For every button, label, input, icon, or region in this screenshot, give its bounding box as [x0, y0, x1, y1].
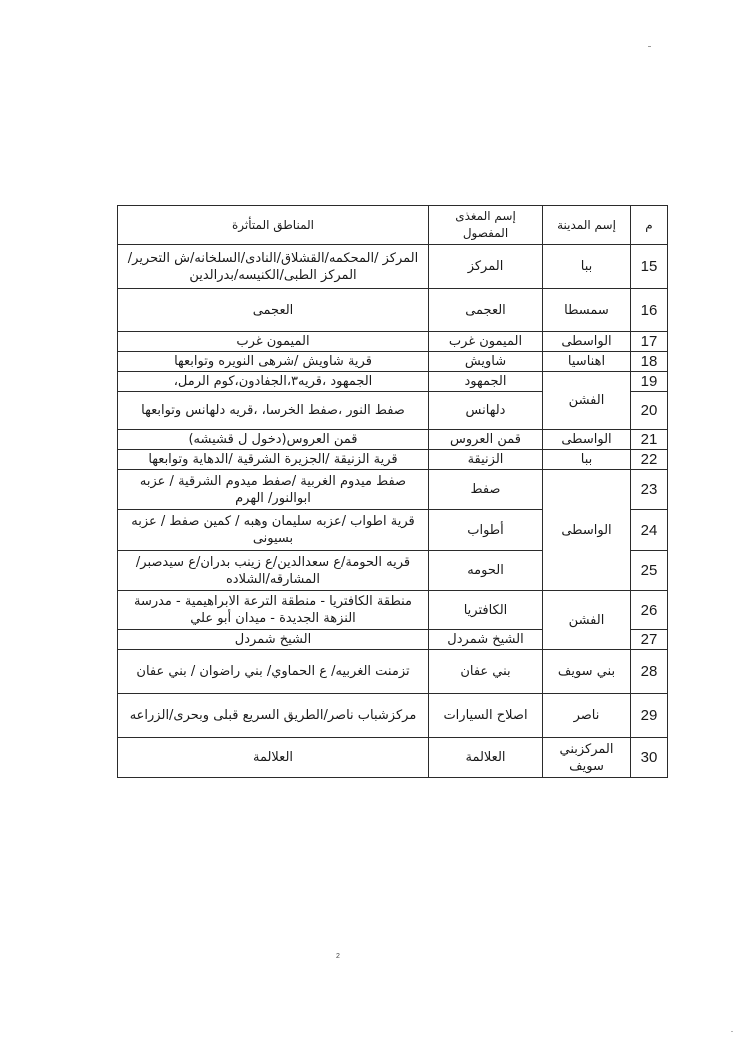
feeder-cell: قمن العروس: [429, 430, 543, 450]
feeder-cell: اصلاح السيارات: [429, 694, 543, 738]
row-number: 15: [631, 245, 668, 289]
areas-cell: قرية اطواب /عزبه سليمان وهبه / كمين صفط / عزبه بسيونى: [118, 510, 429, 551]
table-row: [118, 470, 668, 510]
table-row: [118, 591, 668, 630]
feeder-cell: العجمى: [429, 289, 543, 332]
row-number: 17: [631, 332, 668, 352]
city-cell: الفشن: [543, 591, 631, 650]
areas-cell: صفط النور ،صفط الخرسا، ،قريه دلهانس وتوابعها: [118, 392, 429, 430]
feeder-cell: الجمهود: [429, 372, 543, 392]
areas-cell: المركز /المحكمه/القشلاق/النادى/السلخانه/ش التحرير/المركز الطبى/الكنيسه/بدرالدين: [118, 245, 429, 289]
feeder-cell: دلهانس: [429, 392, 543, 430]
city-cell: بني سويف: [543, 650, 631, 694]
city-cell: ببا: [543, 450, 631, 470]
row-number: 18: [631, 352, 668, 372]
feeder-cell: أطواب: [429, 510, 543, 551]
table-row: [118, 372, 668, 392]
row-number: 26: [631, 591, 668, 630]
table-row: [118, 289, 668, 332]
table-row: [118, 694, 668, 738]
row-number: 23: [631, 470, 668, 510]
areas-cell: قريه الحومة/ع سعدالدين/ع زينب بدران/ع سيدصبر/المشارقه/الشلاده: [118, 551, 429, 591]
header-areas: المناطق المتأثرة: [118, 206, 429, 245]
feeder-cell: شاويش: [429, 352, 543, 372]
scan-speck: [648, 46, 651, 47]
city-cell: سمسطا: [543, 289, 631, 332]
table-row: [118, 245, 668, 289]
page-number: 2: [336, 953, 340, 960]
feeder-cell: صفط: [429, 470, 543, 510]
table-header-row: [118, 206, 668, 245]
row-number: 19: [631, 372, 668, 392]
header-city: إسم المدينة: [543, 206, 631, 245]
affected-areas-table: [117, 205, 668, 778]
city-cell: ببا: [543, 245, 631, 289]
feeder-cell: الزنيقة: [429, 450, 543, 470]
table-row: [118, 738, 668, 778]
city-cell: المركزبني سويف: [543, 738, 631, 778]
areas-cell: العلالمة: [118, 738, 429, 778]
feeder-cell: الحومه: [429, 551, 543, 591]
areas-cell: العجمى: [118, 289, 429, 332]
areas-cell: الجمهود ،قريه٣،الجفادون،كوم الرمل،: [118, 372, 429, 392]
feeder-cell: الكافتريا: [429, 591, 543, 630]
feeder-cell: بني عفان: [429, 650, 543, 694]
scan-speck: [731, 1031, 733, 1032]
areas-cell: قمن العروس(دخول ل قشيشه): [118, 430, 429, 450]
row-number: 27: [631, 630, 668, 650]
row-number: 25: [631, 551, 668, 591]
areas-cell: صفط ميدوم الغربية /صفط ميدوم الشرقية / عزبه ابوالنور/ الهرم: [118, 470, 429, 510]
row-number: 22: [631, 450, 668, 470]
table-row: [118, 450, 668, 470]
areas-cell: تزمنت الغربيه/ ع الحماوي/ بني راضوان / بني عفان: [118, 650, 429, 694]
areas-cell: منطقة الكافتريا - منطقة الترعة الابراهيمية - مدرسة النزهة الجديدة - ميدان أبو علي: [118, 591, 429, 630]
row-number: 24: [631, 510, 668, 551]
city-cell: الواسطى: [543, 332, 631, 352]
table-row: [118, 650, 668, 694]
row-number: 30: [631, 738, 668, 778]
city-cell: الفشن: [543, 372, 631, 430]
row-number: 28: [631, 650, 668, 694]
feeder-cell: المركز: [429, 245, 543, 289]
feeder-cell: الميمون غرب: [429, 332, 543, 352]
row-number: 20: [631, 392, 668, 430]
header-feeder: إسم المغذى المفصول: [429, 206, 543, 245]
areas-cell: الميمون غرب: [118, 332, 429, 352]
city-cell: ناصر: [543, 694, 631, 738]
row-number: 29: [631, 694, 668, 738]
header-num: م: [631, 206, 668, 245]
city-cell: اهناسيا: [543, 352, 631, 372]
city-cell: الواسطى: [543, 430, 631, 450]
city-cell: الواسطى: [543, 470, 631, 591]
row-number: 21: [631, 430, 668, 450]
feeder-cell: الشيخ شمردل: [429, 630, 543, 650]
table-row: [118, 430, 668, 450]
areas-cell: قرية الزنيقة /الجزيرة الشرقية /الدهاية وتوابعها: [118, 450, 429, 470]
table-row: [118, 352, 668, 372]
areas-cell: الشيخ شمردل: [118, 630, 429, 650]
table-row: [118, 332, 668, 352]
feeder-cell: العلالمة: [429, 738, 543, 778]
areas-cell: مركزشباب ناصر/الطريق السريع قبلى وبحرى/الزراعه: [118, 694, 429, 738]
areas-cell: قرية شاويش /شرهى النويره وتوابعها: [118, 352, 429, 372]
row-number: 16: [631, 289, 668, 332]
